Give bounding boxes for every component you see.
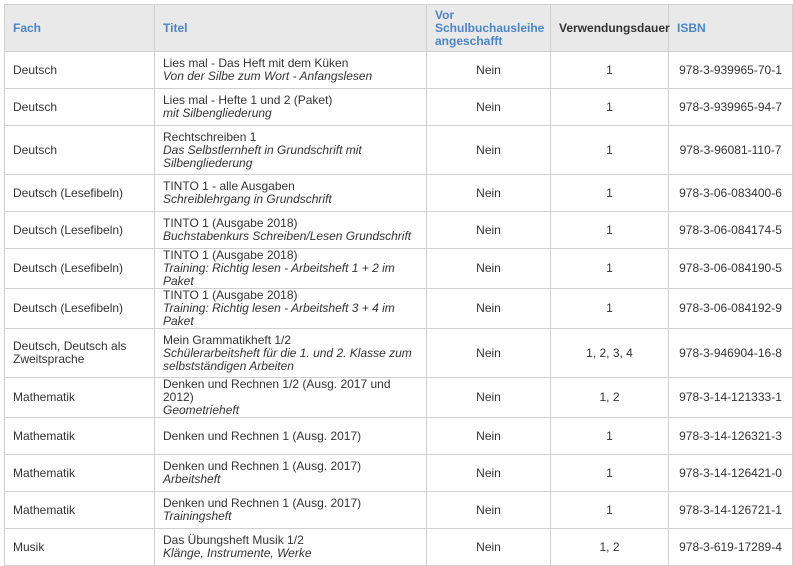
cell-fach: Deutsch (Lesefibeln) [5, 175, 155, 212]
book-title: Rechtschreiben 1 [163, 129, 257, 144]
cell-fach: Deutsch (Lesefibeln) [5, 212, 155, 249]
cell-fach: Deutsch, Deutsch als Zweitsprache [5, 329, 155, 378]
cell-isbn: 978-3-14-126421-0 [669, 455, 793, 492]
book-title: TINTO 1 (Ausgabe 2018) [163, 288, 298, 302]
cell-isbn: 978-3-06-083400-6 [669, 175, 793, 212]
table-row [5, 492, 793, 529]
cell-fach: Deutsch (Lesefibeln) [5, 249, 155, 289]
cell-titel [155, 378, 427, 418]
table-row [5, 249, 793, 289]
cell-fach: Deutsch [5, 52, 155, 89]
cell-isbn: 978-3-06-084190-5 [669, 249, 793, 289]
table-row [5, 175, 793, 212]
cell-titel [155, 52, 427, 89]
column-header-titel[interactable]: Titel [155, 5, 427, 52]
cell-verwendungsdauer: 1 [551, 52, 669, 89]
table-header-row [5, 5, 793, 52]
cell-isbn: 978-3-946904-16-8 [669, 329, 793, 378]
book-title: TINTO 1 - alle Ausgaben [163, 179, 295, 193]
cell-titel [155, 89, 427, 126]
cell-vor-schulbuchausleihe: Nein [427, 89, 551, 126]
book-subtitle: Training: Richtig lesen - Arbeitsheft 3 + 4 im Paket [163, 301, 395, 328]
table-row [5, 529, 793, 566]
column-header-verwendungsdauer: Verwendungsdauer [551, 5, 669, 52]
cell-vor-schulbuchausleihe: Nein [427, 492, 551, 529]
cell-fach: Musik [5, 529, 155, 566]
book-title: TINTO 1 (Ausgabe 2018) [163, 216, 298, 230]
cell-fach: Deutsch (Lesefibeln) [5, 289, 155, 329]
cell-titel [155, 212, 427, 249]
cell-fach: Deutsch [5, 89, 155, 126]
cell-vor-schulbuchausleihe: Nein [427, 418, 551, 455]
book-subtitle: Klänge, Instrumente, Werke [163, 546, 312, 560]
cell-verwendungsdauer: 1 [551, 249, 669, 289]
cell-fach: Mathematik [5, 455, 155, 492]
cell-vor-schulbuchausleihe: Nein [427, 126, 551, 175]
cell-vor-schulbuchausleihe: Nein [427, 329, 551, 378]
table-row [5, 329, 793, 378]
table-row [5, 289, 793, 329]
book-title: Denken und Rechnen 1 (Ausg. 2017) [163, 428, 362, 443]
cell-vor-schulbuchausleihe: Nein [427, 175, 551, 212]
cell-isbn: 978-3-96081-110-7 [669, 126, 793, 175]
book-title: TINTO 1 (Ausgabe 2018) [163, 248, 298, 262]
cell-verwendungsdauer: 1 [551, 289, 669, 329]
cell-fach: Mathematik [5, 378, 155, 418]
cell-verwendungsdauer: 1, 2 [551, 378, 669, 418]
cell-verwendungsdauer: 1 [551, 175, 669, 212]
book-title: Das Übungsheft Musik 1/2 [163, 533, 304, 547]
cell-vor-schulbuchausleihe: Nein [427, 249, 551, 289]
table-row [5, 455, 793, 492]
book-subtitle: Training: Richtig lesen - Arbeitsheft 1 + 2 im Paket [163, 261, 395, 288]
book-title: Lies mal - Hefte 1 und 2 (Paket) [163, 93, 333, 107]
cell-fach: Mathematik [5, 492, 155, 529]
cell-verwendungsdauer: 1 [551, 418, 669, 455]
book-subtitle: Das Selbstlernheft in Grundschrift mit Silbengliederung [163, 142, 362, 170]
cell-titel [155, 126, 427, 175]
column-header-vor-schulbuchausleihe[interactable]: Vor Schulbuchausleihe angeschafft [427, 5, 551, 52]
cell-vor-schulbuchausleihe: Nein [427, 289, 551, 329]
book-title: Mein Grammatikheft 1/2 [163, 332, 292, 347]
book-list-table [4, 4, 793, 566]
cell-titel [155, 418, 427, 455]
book-subtitle: Trainingsheft [163, 509, 232, 523]
table-row [5, 418, 793, 455]
cell-verwendungsdauer: 1 [551, 455, 669, 492]
cell-titel [155, 175, 427, 212]
cell-fach: Deutsch [5, 126, 155, 175]
book-subtitle: Geometrieheft [163, 403, 240, 417]
cell-isbn: 978-3-14-126721-1 [669, 492, 793, 529]
cell-isbn: 978-3-14-121333-1 [669, 378, 793, 418]
cell-verwendungsdauer: 1 [551, 492, 669, 529]
cell-isbn: 978-3-14-126321-3 [669, 418, 793, 455]
cell-titel [155, 529, 427, 566]
book-subtitle: Schreiblehrgang in Grundschrift [163, 192, 332, 206]
cell-verwendungsdauer: 1 [551, 212, 669, 249]
cell-isbn: 978-3-619-17289-4 [669, 529, 793, 566]
cell-titel [155, 289, 427, 329]
cell-isbn: 978-3-06-084174-5 [669, 212, 793, 249]
column-header-fach[interactable]: Fach [5, 5, 155, 52]
book-subtitle: Von der Silbe zum Wort - Anfangslesen [163, 69, 373, 83]
cell-verwendungsdauer: 1 [551, 89, 669, 126]
cell-vor-schulbuchausleihe: Nein [427, 52, 551, 89]
book-subtitle: Schülerarbeitsheft für die 1. und 2. Klasse zum selbstständigen Arbeiten [163, 345, 412, 373]
cell-vor-schulbuchausleihe: Nein [427, 529, 551, 566]
column-header-isbn[interactable]: ISBN [669, 5, 793, 52]
book-subtitle: mit Silbengliederung [163, 106, 272, 120]
book-title: Lies mal - Das Heft mit dem Küken [163, 56, 349, 70]
table-row [5, 126, 793, 175]
cell-titel [155, 329, 427, 378]
cell-vor-schulbuchausleihe: Nein [427, 212, 551, 249]
cell-titel [155, 249, 427, 289]
book-title: Denken und Rechnen 1 (Ausg. 2017) [163, 459, 362, 473]
table-row [5, 378, 793, 418]
book-title: Denken und Rechnen 1/2 (Ausg. 2017 und 2012) [163, 377, 391, 404]
cell-vor-schulbuchausleihe: Nein [427, 455, 551, 492]
table-row [5, 89, 793, 126]
cell-verwendungsdauer: 1 [551, 126, 669, 175]
book-subtitle: Arbeitsheft [163, 472, 221, 486]
cell-isbn: 978-3-06-084192-9 [669, 289, 793, 329]
cell-isbn: 978-3-939965-94-7 [669, 89, 793, 126]
cell-isbn: 978-3-939965-70-1 [669, 52, 793, 89]
book-subtitle: Buchstabenkurs Schreiben/Lesen Grundschrift [163, 229, 412, 243]
cell-titel [155, 492, 427, 529]
cell-fach: Mathematik [5, 418, 155, 455]
cell-vor-schulbuchausleihe: Nein [427, 378, 551, 418]
cell-verwendungsdauer: 1, 2 [551, 529, 669, 566]
book-title: Denken und Rechnen 1 (Ausg. 2017) [163, 496, 362, 510]
cell-verwendungsdauer: 1, 2, 3, 4 [551, 329, 669, 378]
cell-titel [155, 455, 427, 492]
table-row [5, 52, 793, 89]
table-row [5, 212, 793, 249]
